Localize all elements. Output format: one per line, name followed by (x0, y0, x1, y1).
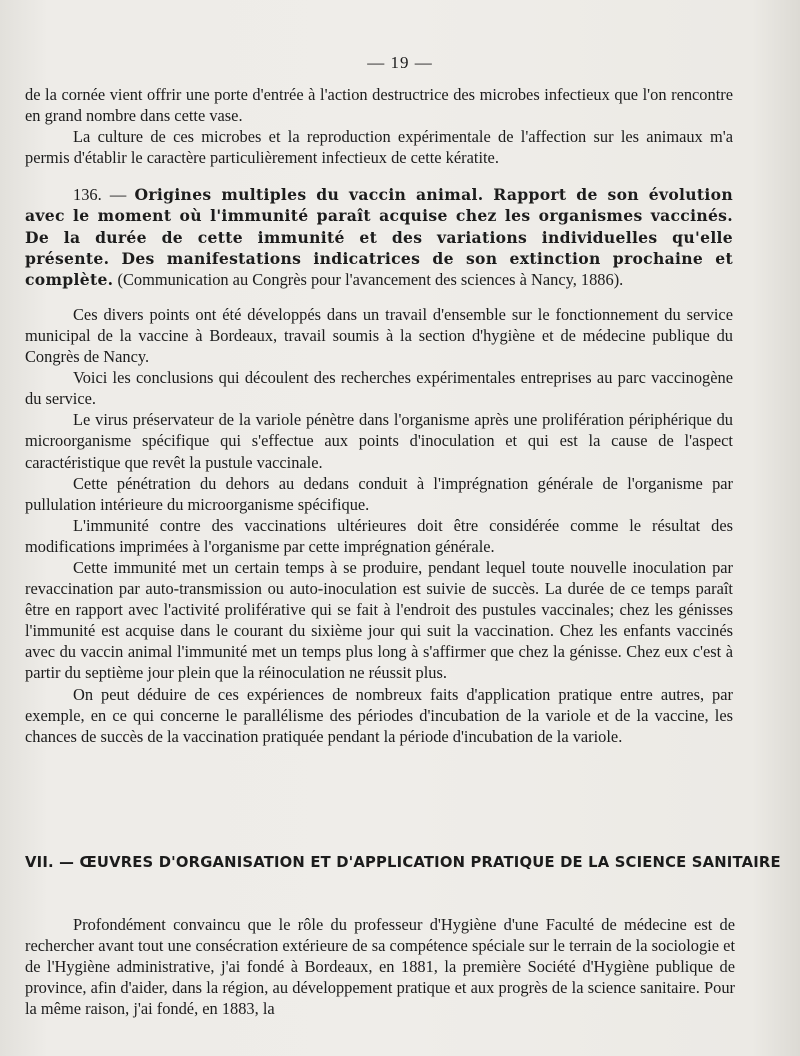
closing-text (25, 914, 735, 1019)
entry-title: Origines multiples du vaccin animal. Rapport de son évolution avec le moment où l'immunité paraît acquise chez les organismes vaccinés. De la durée de cette immunité et des variations individuelles qu'elle présente. Des manifestations indicatrices de son extinction prochaine et complète. (25, 185, 733, 289)
entry-citation: (Communication au Congrès pour l'avancement des sciences à Nancy, 1886). (113, 269, 624, 289)
paragraph-voici: Voici les conclusions qui découlent des recherches expérimentales entreprises au parc vaccinogène du service. (25, 368, 733, 409)
entry-number: 136. — (73, 185, 135, 205)
entry-136 (25, 184, 733, 289)
paragraph-penetration: Cette pénétration du dehors au dedans conduit à l'imprégnation générale de l'organisme par pullulation intérieure du microorganisme spécifique. (25, 473, 733, 514)
main-text (25, 84, 733, 747)
paragraph-temps: Cette immunité met un certain temps à se produire, pendant lequel toute nouvelle inoculation par revaccination par auto-transmission ou auto-inoculation est suivie de succès. La durée de ce temps paraît être en rapport avec l'activité proliférative qui se fait à l'endroit des pustules vaccinales; chez les génisses l'immunité est acquise dans le courant du sixième jour qui suit la vaccination. Chez les enfants vaccinés avec du vaccin animal l'immunité met un temps plus long à s'affirmer que chez la génisse. Chez eux c'est à partir du septième jour plein que la réinoculation ne réussit plus. (25, 557, 733, 683)
paragraph-deduire: On peut déduire de ces expériences de nombreux faits d'application pratique entre autres, par exemple, en ce qui concerne le parallélisme des périodes d'incubation de la variole et de la vaccine, les chances de succès de la vaccination pratiquée pendant la période d'incubation de la variole. (25, 684, 733, 746)
page-number: — 19 — (367, 53, 433, 72)
section-heading: VII. — ŒUVRES D'ORGANISATION ET D'APPLICATION PRATIQUE DE LA SCIENCE SANITAIRE (25, 853, 781, 871)
paragraph-continuation: de la cornée vient offrir une porte d'entrée à l'action destructrice des microbes infectieux que l'on rencontre en grand nombre dans cette vase. (25, 85, 733, 126)
paragraph-immunite: L'immunité contre des vaccinations ultérieures doit être considérée comme le résultat des modifications imprimées à l'organisme par cette imprégnation générale. (25, 515, 733, 556)
paragraph-divers: Ces divers points ont été développés dans un travail d'ensemble sur le fonctionnement du service municipal de la vaccine à Bordeaux, travail soumis à la section d'hygiène et de médecine publique du Congrès de Nancy. (25, 304, 733, 367)
paragraph-virus: Le virus préservateur de la variole pénètre dans l'organisme après une prolifération périphérique du microorganisme spécifique qui s'effectue aux points d'inoculation et qui est la cause de l'aspect caractéristique que revêt la pustule vaccinale. (25, 410, 733, 472)
paragraph-culture: La culture de ces microbes et la reproduction expérimentale de l'affection sur les animaux m'a permis d'établir le caractère particulièrement infectieux de cette kératite. (25, 127, 733, 168)
paragraph-closing: Profondément convaincu que le rôle du professeur d'Hygiène d'une Faculté de médecine est de rechercher avant tout une consécration extérieure de sa compétence spéciale sur le terrain de la sociologie et de l'Hygiène administrative, j'ai fondé à Bordeaux, en 1881, la première Société d'Hygiène publique de province, afin d'aider, dans la région, au développement pratique et aux progrès de la science sanitaire. Pour la même raison, j'ai fondé, en 1883, la (25, 915, 735, 1019)
